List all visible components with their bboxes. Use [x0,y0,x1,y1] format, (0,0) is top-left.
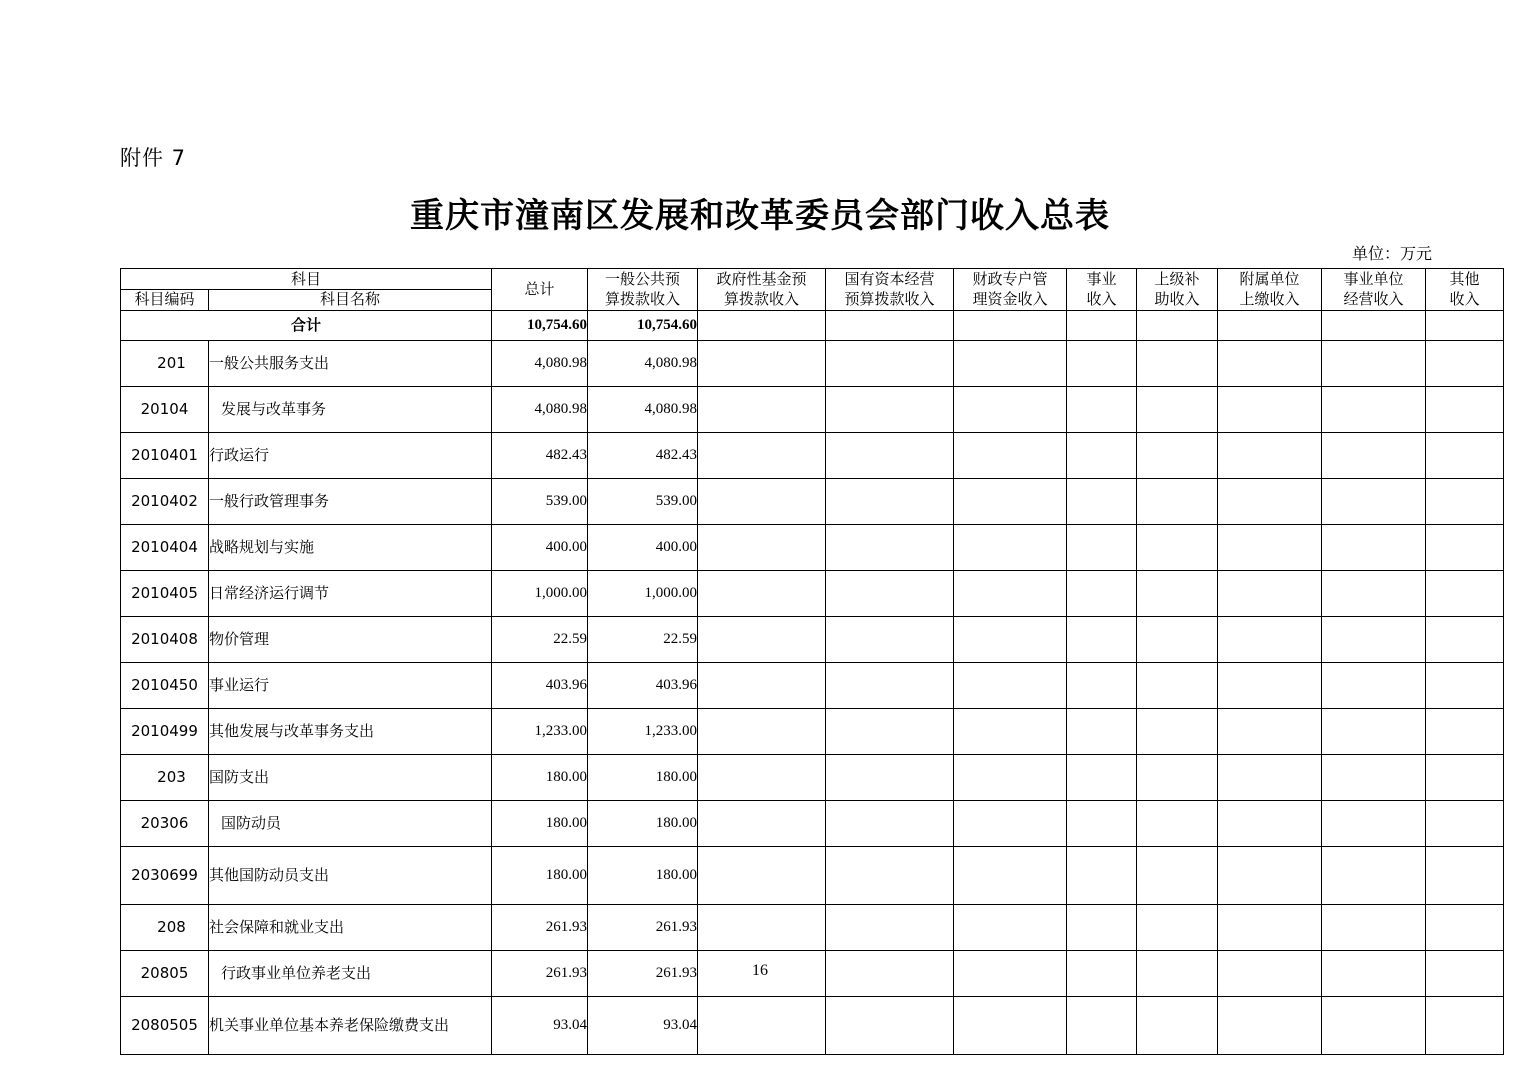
header-col-special-account [954,269,1067,311]
table-row [121,800,1504,846]
row-other-income [1426,708,1504,754]
row-state-capital [826,570,954,616]
header-line-2: 收入 [1086,290,1117,309]
header-line-2: 预算拨款收入 [844,290,935,309]
row-code: 2010405 [121,570,209,616]
page-number: 16 [752,962,768,979]
row-special-account [954,432,1067,478]
row-code: 2010450 [121,662,209,708]
header-line-2: 经营收入 [1343,290,1404,309]
row-subordinate-remittance [1218,432,1322,478]
unit-note: 单位：万元 [1351,244,1432,263]
row-code: 2030699 [121,846,209,904]
row-subordinate-remittance [1218,904,1322,950]
header-line-1: 事业 [1086,270,1117,288]
table-row [121,662,1504,708]
row-special-account [954,846,1067,904]
row-superior-subsidy [1137,846,1218,904]
table-row [121,524,1504,570]
row-subordinate-remittance [1218,662,1322,708]
row-state-capital [826,478,954,524]
row-operating-income [1067,800,1137,846]
row-general-public: 93.04 [588,996,698,1054]
row-business-income [1322,846,1426,904]
row-special-account [954,570,1067,616]
header-line-2: 算拨款收入 [605,290,681,309]
row-superior-subsidy [1137,800,1218,846]
row-business-income [1322,754,1426,800]
row-operating-income [1067,524,1137,570]
row-business-income [1322,478,1426,524]
row-name: 发展与改革事务 [209,386,492,432]
header-line-2: 收入 [1449,290,1480,309]
row-gov-fund [698,340,826,386]
row-gov-fund [698,478,826,524]
row-operating-income [1067,662,1137,708]
row-superior-subsidy [1137,662,1218,708]
row-superior-subsidy [1137,904,1218,950]
row-other-income [1426,570,1504,616]
row-state-capital [826,662,954,708]
budget-income-table [120,268,1504,1055]
row-gov-fund [698,904,826,950]
row-gov-fund [698,800,826,846]
row-code: 20306 [121,800,209,846]
row-subordinate-remittance [1218,708,1322,754]
row-operating-income [1067,904,1137,950]
row-code: 20104 [121,386,209,432]
row-other-income [1426,662,1504,708]
row-name: 行政事业单位养老支出 [209,950,492,996]
row-state-capital [826,996,954,1054]
row-name: 日常经济运行调节 [209,570,492,616]
row-code: 2010401 [121,432,209,478]
row-superior-subsidy [1137,432,1218,478]
table-row [121,708,1504,754]
row-business-income [1322,800,1426,846]
row-total: 93.04 [492,996,588,1054]
row-code: 208 [121,904,209,950]
row-special-account [954,478,1067,524]
row-total-operating [1067,310,1137,340]
row-gov-fund [698,524,826,570]
row-superior-subsidy [1137,996,1218,1054]
row-general-public: 400.00 [588,524,698,570]
row-business-income [1322,708,1426,754]
row-other-income [1426,340,1504,386]
header-line-1: 其他 [1449,270,1480,288]
row-special-account [954,340,1067,386]
row-name: 国防支出 [209,754,492,800]
row-gov-fund [698,708,826,754]
table-row [121,386,1504,432]
row-subordinate-remittance [1218,386,1322,432]
row-total-total: 10,754.60 [492,310,588,340]
row-other-income [1426,524,1504,570]
row-gov-fund [698,996,826,1054]
row-other-income [1426,386,1504,432]
row-other-income [1426,616,1504,662]
row-total: 482.43 [492,432,588,478]
row-superior-subsidy [1137,386,1218,432]
row-name: 事业运行 [209,662,492,708]
row-code: 2080505 [121,996,209,1054]
row-state-capital [826,800,954,846]
row-state-capital [826,386,954,432]
header-row-1 [121,269,1504,290]
row-total-label: 合计 [121,310,492,340]
row-operating-income [1067,432,1137,478]
row-subordinate-remittance [1218,478,1322,524]
row-total-superior-subsidy [1137,310,1218,340]
row-general-public: 261.93 [588,904,698,950]
row-other-income [1426,846,1504,904]
row-general-public: 482.43 [588,432,698,478]
row-total: 403.96 [492,662,588,708]
row-general-public: 539.00 [588,478,698,524]
row-name: 社会保障和就业支出 [209,904,492,950]
header-col-name: 科目名称 [209,289,492,310]
row-name: 机关事业单位基本养老保险缴费支出 [209,996,492,1054]
row-special-account [954,662,1067,708]
header-line-1: 附属单位 [1239,270,1300,288]
page-title: 重庆市潼南区发展和改革委员会部门收入总表 [410,196,1110,236]
row-special-account [954,708,1067,754]
row-operating-income [1067,478,1137,524]
row-code: 201 [121,340,209,386]
row-subordinate-remittance [1218,340,1322,386]
table-row [121,340,1504,386]
row-state-capital [826,616,954,662]
row-name: 其他国防动员支出 [209,846,492,904]
row-general-public: 180.00 [588,754,698,800]
header-line-1: 国有资本经营 [844,270,935,288]
row-superior-subsidy [1137,340,1218,386]
row-superior-subsidy [1137,478,1218,524]
row-name: 一般行政管理事务 [209,478,492,524]
row-code: 2010404 [121,524,209,570]
row-general-public: 180.00 [588,846,698,904]
header-line-2: 助收入 [1154,290,1200,309]
row-special-account [954,524,1067,570]
row-superior-subsidy [1137,524,1218,570]
row-business-income [1322,904,1426,950]
row-business-income [1322,340,1426,386]
row-code: 2010402 [121,478,209,524]
row-gov-fund [698,570,826,616]
row-operating-income [1067,996,1137,1054]
row-general-public: 4,080.98 [588,340,698,386]
row-gov-fund [698,846,826,904]
row-general-public: 22.59 [588,616,698,662]
row-total-state-capital [826,310,954,340]
row-name: 其他发展与改革事务支出 [209,708,492,754]
header-col-operating-income [1067,269,1137,311]
row-subordinate-remittance [1218,800,1322,846]
row-general-public: 403.96 [588,662,698,708]
row-subordinate-remittance [1218,616,1322,662]
row-special-account [954,800,1067,846]
row-general-public: 1,000.00 [588,570,698,616]
row-name: 国防动员 [209,800,492,846]
row-general-public: 261.93 [588,950,698,996]
row-total-other [1426,310,1504,340]
row-general-public: 1,233.00 [588,708,698,754]
header-col-subordinate-remittance [1218,269,1322,311]
table-row [121,754,1504,800]
header-line-1: 一般公共预 [605,270,681,288]
table-row [121,616,1504,662]
row-code: 2010499 [121,708,209,754]
row-state-capital [826,432,954,478]
table-row [121,904,1504,950]
row-special-account [954,996,1067,1054]
row-business-income [1322,432,1426,478]
row-name: 战略规划与实施 [209,524,492,570]
row-state-capital [826,524,954,570]
header-col-code: 科目编码 [121,289,209,310]
row-subordinate-remittance [1218,996,1322,1054]
row-state-capital [826,754,954,800]
row-name: 一般公共服务支出 [209,340,492,386]
table-header [121,269,1504,311]
row-total: 1,233.00 [492,708,588,754]
row-other-income [1426,996,1504,1054]
row-total-special-account [954,310,1067,340]
row-gov-fund [698,662,826,708]
header-col-state-capital [826,269,954,311]
table-body [121,310,1504,1054]
row-business-income [1322,386,1426,432]
row-business-income [1322,524,1426,570]
row-general-public: 4,080.98 [588,386,698,432]
row-name: 行政运行 [209,432,492,478]
row-superior-subsidy [1137,754,1218,800]
row-total: 261.93 [492,904,588,950]
row-other-income [1426,478,1504,524]
table-row [121,996,1504,1054]
row-total: 400.00 [492,524,588,570]
row-gov-fund [698,432,826,478]
row-operating-income [1067,386,1137,432]
row-subordinate-remittance [1218,754,1322,800]
table-row [121,846,1504,904]
row-other-income [1426,800,1504,846]
row-operating-income [1067,708,1137,754]
row-total: 180.00 [492,800,588,846]
row-operating-income [1067,570,1137,616]
row-total: 4,080.98 [492,340,588,386]
table-row [121,570,1504,616]
row-total-subordinate [1218,310,1322,340]
attachment-label: 附件 7 [120,146,187,170]
row-total: 180.00 [492,754,588,800]
row-other-income [1426,904,1504,950]
row-subordinate-remittance [1218,524,1322,570]
header-line-2: 算拨款收入 [724,290,800,309]
row-superior-subsidy [1137,708,1218,754]
header-line-1: 事业单位 [1343,270,1404,288]
row-state-capital [826,340,954,386]
row-special-account [954,904,1067,950]
row-total: 539.00 [492,478,588,524]
row-business-income [1322,570,1426,616]
row-code: 20805 [121,950,209,996]
header-col-superior-subsidy [1137,269,1218,311]
row-state-capital [826,846,954,904]
row-operating-income [1067,616,1137,662]
header-col-business-income [1322,269,1426,311]
row-code: 203 [121,754,209,800]
header-line-1: 政府性基金预 [716,270,807,288]
row-superior-subsidy [1137,570,1218,616]
row-subordinate-remittance [1218,846,1322,904]
row-total: 180.00 [492,846,588,904]
header-col-general-public [588,269,698,311]
table-row-total [121,310,1504,340]
row-name: 物价管理 [209,616,492,662]
header-line-1: 财政专户管 [972,270,1048,288]
row-business-income [1322,616,1426,662]
row-gov-fund [698,386,826,432]
row-state-capital [826,708,954,754]
row-gov-fund [698,754,826,800]
row-code: 2010408 [121,616,209,662]
row-superior-subsidy [1137,616,1218,662]
row-special-account [954,386,1067,432]
row-business-income [1322,996,1426,1054]
row-total: 1,000.00 [492,570,588,616]
header-line-2: 理资金收入 [972,290,1048,309]
row-general-public: 180.00 [588,800,698,846]
row-total: 261.93 [492,950,588,996]
row-total: 22.59 [492,616,588,662]
row-operating-income [1067,846,1137,904]
row-special-account [954,616,1067,662]
row-gov-fund [698,616,826,662]
header-col-other-income [1426,269,1504,311]
header-line-1: 上级补 [1154,270,1200,288]
row-operating-income [1067,754,1137,800]
table-row [121,478,1504,524]
header-col-total: 总计 [492,269,588,311]
row-total: 4,080.98 [492,386,588,432]
row-other-income [1426,432,1504,478]
row-special-account [954,754,1067,800]
header-col-gov-fund [698,269,826,311]
row-total-business [1322,310,1426,340]
row-other-income [1426,754,1504,800]
row-subordinate-remittance [1218,570,1322,616]
row-operating-income [1067,340,1137,386]
row-business-income [1322,662,1426,708]
row-state-capital [826,904,954,950]
row-total-general-public: 10,754.60 [588,310,698,340]
header-subject-group: 科目 [121,269,492,290]
header-line-2: 上缴收入 [1239,290,1300,309]
table-row [121,432,1504,478]
row-total-gov-fund [698,310,826,340]
